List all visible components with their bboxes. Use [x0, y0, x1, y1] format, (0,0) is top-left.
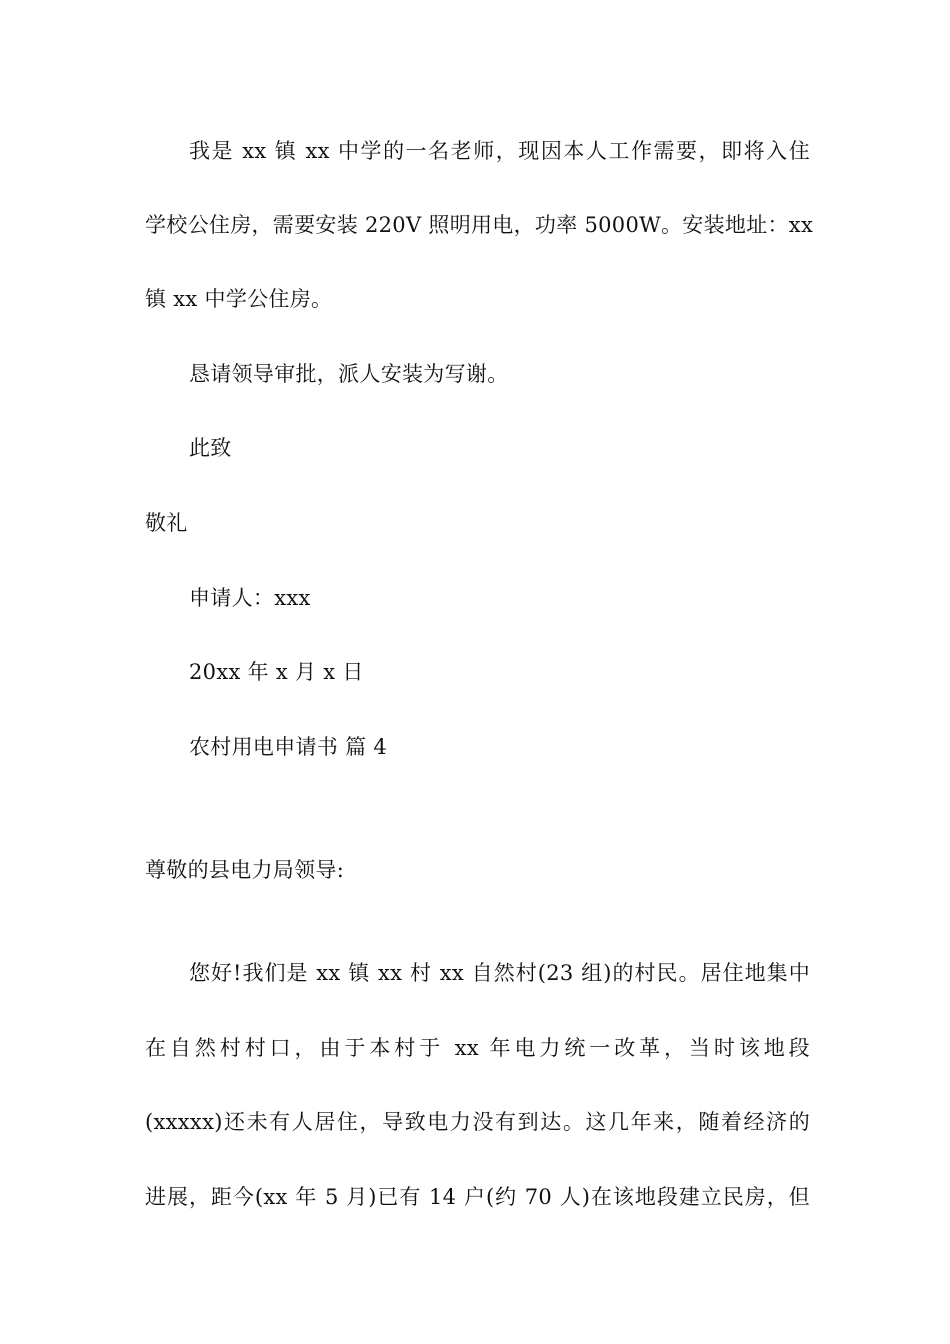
paragraph-line-6: (xxxxx)还未有人居住，导致电力没有到达。这几年来，随着经济的: [145, 1110, 810, 1134]
date-line: 20xx 年 x 月 x 日: [189, 660, 364, 684]
salutation-line: 敬礼: [145, 511, 188, 535]
applicant-line: 申请人：xxx: [189, 586, 311, 610]
paragraph-line-5: 在自然村村口，由于本村于 xx 年电力统一改革，当时该地段: [145, 1036, 810, 1060]
recipient-line: 尊敬的县电力局领导:: [145, 858, 345, 882]
paragraph-line-1: 我是 xx 镇 xx 中学的一名老师，现因本人工作需要，即将入住: [189, 139, 810, 163]
paragraph-line-2: 学校公住房，需要安装 220V 照明用电，功率 5000W。安装地址：xx: [145, 213, 814, 237]
paragraph-line-7: 进展，距今(xx 年 5 月)已有 14 户(约 70 人)在该地段建立民房，但: [145, 1185, 810, 1209]
paragraph-line-4: 您好!我们是 xx 镇 xx 村 xx 自然村(23 组)的村民。居住地集中: [189, 961, 810, 985]
section-heading: 农村用电申请书 篇 4: [189, 735, 388, 759]
paragraph-line-3: 镇 xx 中学公住房。: [145, 287, 333, 311]
request-line: 恳请领导审批，派人安装为写谢。: [189, 362, 509, 386]
closing-line: 此致: [189, 436, 232, 460]
